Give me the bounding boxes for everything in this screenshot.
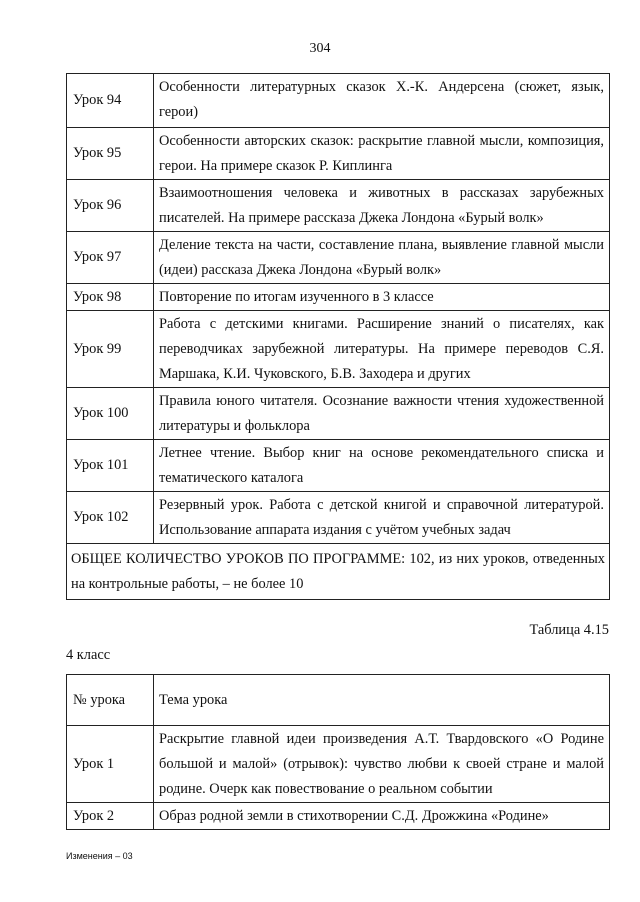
lesson-number-cell: Урок 100 <box>67 388 154 440</box>
lesson-topic-cell: Особенности авторских сказок: раскрытие главной мысли, композиция, герои. На примере сказок Р. Киплинга <box>154 128 610 180</box>
lesson-number-cell: Урок 95 <box>67 128 154 180</box>
lesson-number-cell: Урок 97 <box>67 232 154 284</box>
lesson-number-cell: Урок 102 <box>67 492 154 544</box>
table-caption: Таблица 4.15 <box>529 622 609 638</box>
lesson-number-cell: Урок 2 <box>67 803 154 830</box>
table-row <box>67 232 610 284</box>
lessons-table-grade-4 <box>66 674 610 830</box>
header-lesson-number: № урока <box>67 675 154 726</box>
lesson-topic-cell: Особенности литературных сказок Х.-К. Андерсена (сюжет, язык, герои) <box>154 74 610 128</box>
table-row <box>67 388 610 440</box>
lesson-number-cell: Урок 94 <box>67 74 154 128</box>
table-row <box>67 74 610 128</box>
lesson-topic-cell: Резервный урок. Работа с детской книгой и справочной литературой. Использование аппарата издания с учётом учебных задач <box>154 492 610 544</box>
lesson-topic-cell: Деление текста на части, составление плана, выявление главной мысли (идеи) рассказа Джека Лондона «Бурый волк» <box>154 232 610 284</box>
lesson-number-cell: Урок 96 <box>67 180 154 232</box>
lesson-topic-cell: Взаимоотношения человека и животных в рассказах зарубежных писателей. На примере рассказа Джека Лондона «Бурый волк» <box>154 180 610 232</box>
page-number: 304 <box>309 41 331 56</box>
grade-label: 4 класс <box>66 647 111 663</box>
lesson-topic-cell: Образ родной земли в стихотворении С.Д. Дрожжина «Родине» <box>154 803 610 830</box>
table-row <box>67 128 610 180</box>
table-row <box>67 803 610 830</box>
lesson-number-cell: Урок 98 <box>67 284 154 311</box>
table-summary-row <box>67 544 610 600</box>
table-header-row <box>67 675 610 726</box>
table-row <box>67 180 610 232</box>
lesson-topic-cell: Раскрытие главной идеи произведения А.Т. Твардовского «О Родине большой и малой» (отрывок): чувство любви к своей стране и малой родине. Очерк как повествование о реальном событии <box>154 726 610 803</box>
table-row <box>67 311 610 388</box>
table-row <box>67 726 610 803</box>
table-row <box>67 492 610 544</box>
lesson-topic-cell: Работа с детскими книгами. Расширение знаний о писателях, как переводчиках зарубежной литературы. На примере переводов С.Я. Маршака, К.И. Чуковского, Б.В. Заходера и других <box>154 311 610 388</box>
lesson-number-cell: Урок 101 <box>67 440 154 492</box>
table-row <box>67 440 610 492</box>
lessons-table-grade-3 <box>66 73 610 600</box>
lesson-number-cell: Урок 1 <box>67 726 154 803</box>
header-lesson-topic: Тема урока <box>154 675 610 726</box>
lesson-topic-cell: Летнее чтение. Выбор книг на основе рекомендательного списка и тематического каталога <box>154 440 610 492</box>
table-row <box>67 284 610 311</box>
total-lessons-summary: ОБЩЕЕ КОЛИЧЕСТВО УРОКОВ ПО ПРОГРАММЕ: 102, из них уроков, отведенных на контрольные работы, – не более 10 <box>67 544 610 600</box>
lesson-topic-cell: Повторение по итогам изученного в 3 классе <box>154 284 610 311</box>
footer-revision-note: Изменения – 03 <box>66 851 133 861</box>
lesson-topic-cell: Правила юного читателя. Осознание важности чтения художественной литературы и фольклора <box>154 388 610 440</box>
lesson-number-cell: Урок 99 <box>67 311 154 388</box>
